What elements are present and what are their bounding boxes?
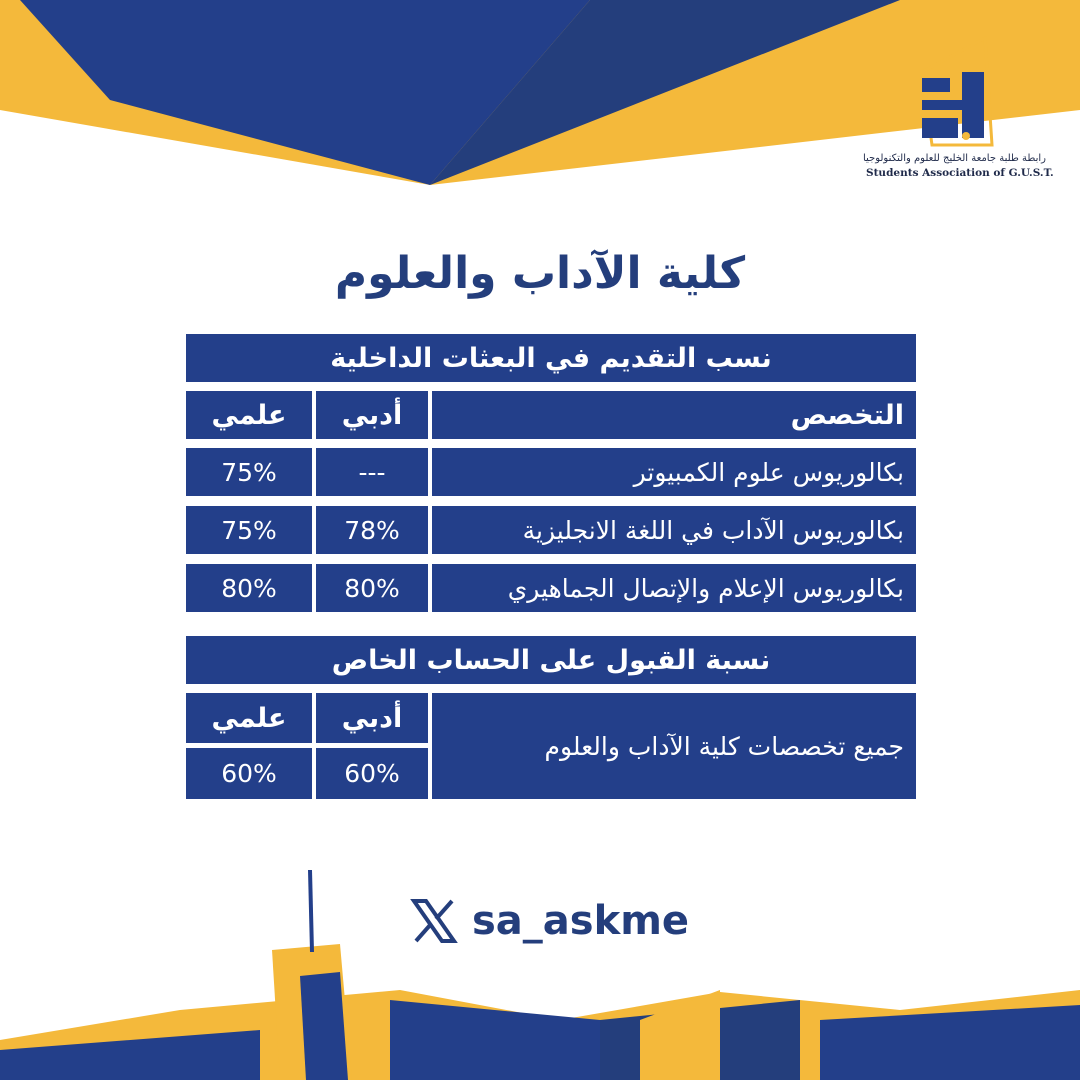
page-title: كلية الآداب والعلوم [334,248,746,299]
private-header-literary: أدبي [316,693,428,743]
header-major: التخصص [432,391,916,439]
row-1-scientific: 75% [186,448,312,496]
row-3-scientific: 80% [186,564,312,612]
header-scientific: علمي [186,391,312,439]
private-table-title: نسبة القبول على الحساب الخاص [186,636,916,684]
row-1-literary: --- [316,448,428,496]
row-2-major: بكالوريوس الآداب في اللغة الانجليزية [432,506,916,554]
logo-name-arabic: رابطة طلبة جامعة الخليج للعلوم والتكنولوجيا [862,153,1046,164]
social-handle-text: sa_askme [472,898,690,944]
row-3-literary: 80% [316,564,428,612]
private-all-majors: جميع تخصصات كلية الآداب والعلوم [432,693,916,799]
private-scientific-value: 60% [186,748,312,799]
row-2-scientific: 75% [186,506,312,554]
private-header-scientific: علمي [186,693,312,743]
row-2-literary: 78% [316,506,428,554]
header-literary: أدبي [316,391,428,439]
internal-table-title: نسب التقديم في البعثات الداخلية [186,334,916,382]
row-1-major: بكالوريوس علوم الكمبيوتر [432,448,916,496]
private-literary-value: 60% [316,748,428,799]
logo-name-english: Students Association of G.U.S.T. [866,167,1054,179]
row-3-major: بكالوريوس الإعلام والإتصال الجماهيري [432,564,916,612]
